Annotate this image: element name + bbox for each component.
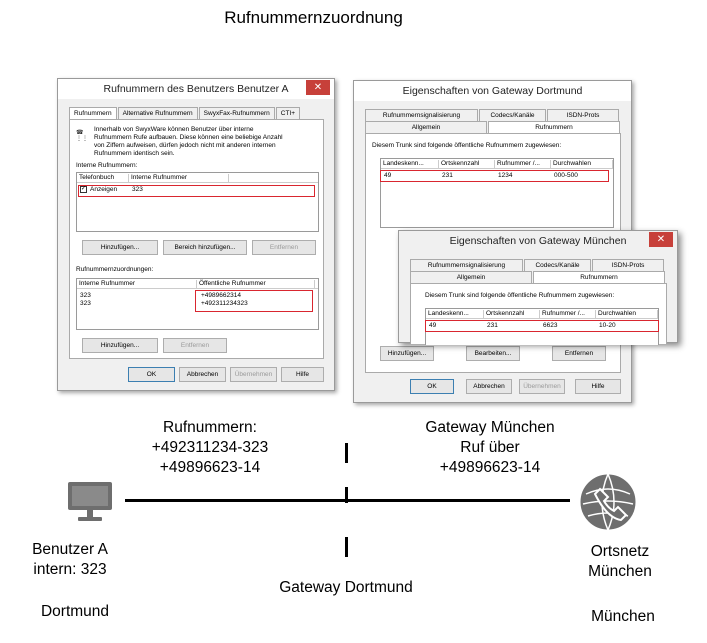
close-button[interactable]: ✕ — [306, 80, 330, 95]
col-extensions[interactable]: Durchwahlen — [596, 310, 658, 319]
trunk-description: Diesem Trunk sind folgende öffentliche Rufnummern zugewiesen: — [425, 292, 615, 299]
highlight-box — [380, 170, 609, 182]
highlight-box — [78, 185, 315, 197]
remove-button[interactable]: Entfernen — [552, 346, 606, 361]
col-public[interactable]: Öffentliche Rufnummer — [197, 280, 315, 289]
page-title: Rufnummernzuordnung — [224, 8, 403, 27]
tab-allgemein[interactable]: Allgemein — [365, 121, 487, 133]
caption-left-line-3: +49896623-14 — [159, 459, 261, 476]
phonebook-value: Anzeigen — [90, 186, 118, 193]
add-range-button[interactable]: Bereich hinzufügen... — [163, 240, 247, 255]
ok-button[interactable]: OK — [410, 379, 454, 394]
phone-keypad-icon: ☎ ⋮⋮ — [76, 130, 88, 142]
tab-signalisierung[interactable]: Rufnummernsignalisierung — [365, 109, 478, 121]
cell-area: 231 — [442, 172, 453, 179]
caption-right-line-3: +49896623-14 — [439, 459, 541, 476]
cell-country: 49 — [384, 172, 392, 179]
cell-area: 231 — [487, 322, 498, 329]
caption-right-line-1: Gateway München — [425, 419, 555, 436]
tab-isdn[interactable]: ISDN-Prots — [592, 259, 664, 271]
apply-button[interactable]: Übernehmen — [519, 379, 565, 394]
trunk-description: Diesem Trunk sind folgende öffentliche Rufnummern zugewiesen: — [372, 142, 562, 149]
col-country[interactable]: Landeskenn... — [381, 160, 439, 169]
numbers-table[interactable] — [380, 158, 614, 228]
info-line-4: Rufnummern identisch sein. — [94, 150, 175, 157]
help-button[interactable]: Hilfe — [281, 367, 324, 382]
net-label-line-2: München — [588, 563, 652, 580]
globe-phone-icon — [578, 472, 638, 532]
internal-numbers-label: Interne Rufnummern: — [76, 162, 138, 169]
net-city: München — [591, 608, 655, 625]
caption-right — [400, 418, 580, 478]
col-internal-number[interactable]: Interne Rufnummer — [129, 174, 229, 183]
tab-alternative[interactable]: Alternative Rufnummern — [118, 107, 198, 119]
internal-number-value: 323 — [132, 186, 143, 193]
add-mapping-button[interactable]: Hinzufügen... — [82, 338, 158, 353]
tab-isdn[interactable]: ISDN-Prots — [547, 109, 619, 121]
tab-rufnummern[interactable]: Rufnummern — [533, 271, 665, 283]
computer-icon — [66, 481, 114, 523]
tab-codecs[interactable]: Codecs/Kanäle — [479, 109, 546, 121]
edit-button[interactable]: Bearbeiten... — [466, 346, 520, 361]
gateway-muenchen-dialog — [398, 230, 678, 343]
tab-allgemein[interactable]: Allgemein — [410, 271, 532, 283]
net-label-line-1: Ortsnetz — [590, 543, 650, 560]
info-line-1: Innerhalb von SwyxWare können Benutzer über interne — [94, 126, 254, 133]
internal-numbers-table[interactable] — [76, 172, 319, 232]
col-area[interactable]: Ortskennzahl — [439, 160, 495, 169]
net-label — [560, 542, 680, 582]
col-area[interactable]: Ortskennzahl — [484, 310, 540, 319]
tab-cti[interactable]: CTI+ — [276, 107, 300, 119]
add-button[interactable]: Hinzufügen... — [82, 240, 158, 255]
col-number[interactable]: Rufnummer /... — [495, 160, 551, 169]
col-internal[interactable]: Interne Rufnummer — [77, 280, 197, 289]
highlight-box — [425, 320, 659, 332]
divider-dash — [345, 443, 348, 463]
col-number[interactable]: Rufnummer /... — [540, 310, 596, 319]
user-label-line-2: intern: 323 — [33, 561, 107, 578]
dialog-title: Eigenschaften von Gateway München — [399, 231, 677, 251]
mapping-label: Rufnummernzuordnungen: — [76, 266, 154, 273]
cell-number: 1234 — [498, 172, 513, 179]
user-numbers-dialog — [57, 78, 335, 391]
cell-extensions: 10-20 — [599, 322, 616, 329]
remove-mapping-button[interactable]: Entfernen — [163, 338, 227, 353]
user-label — [10, 540, 130, 580]
caption-left-line-1: Rufnummern: — [163, 419, 257, 436]
caption-right-line-2: Ruf über — [460, 439, 520, 456]
tab-signalisierung[interactable]: Rufnummernsignalisierung — [410, 259, 523, 271]
cell-number: 6623 — [543, 322, 558, 329]
info-line-3: von Ziffern aufweisen, dürfen jedoch nicht mit anderen internen — [94, 142, 276, 149]
cell-country: 49 — [429, 322, 437, 329]
remove-button[interactable]: Entfernen — [252, 240, 316, 255]
close-button[interactable]: ✕ — [649, 232, 673, 247]
dialog-title: Eigenschaften von Gateway Dortmund — [354, 81, 631, 101]
user-city: Dortmund — [40, 603, 110, 620]
tab-swyxfax[interactable]: SwyxFax-Rufnummern — [199, 107, 275, 119]
ok-button[interactable]: OK — [128, 367, 175, 382]
connection-line — [125, 499, 570, 502]
caption-left-line-2: +492311234-323 — [151, 439, 269, 456]
caption-left — [120, 418, 300, 478]
add-button[interactable]: Hinzufügen... — [380, 346, 434, 361]
mapping-internal-1: 323 — [80, 292, 91, 299]
tab-panel — [69, 119, 324, 359]
highlight-box — [195, 290, 313, 312]
col-phonebook[interactable]: Telefonbuch — [77, 174, 129, 183]
col-country[interactable]: Landeskenn... — [426, 310, 484, 319]
cell-extensions: 000-500 — [554, 172, 578, 179]
tab-panel — [410, 283, 667, 344]
apply-button[interactable]: Übernehmen — [230, 367, 277, 382]
divider-dash — [345, 537, 348, 557]
gateway-label: Gateway Dortmund — [279, 579, 413, 596]
help-button[interactable]: Hilfe — [575, 379, 621, 394]
user-label-line-1: Benutzer A — [32, 541, 108, 558]
dialog-title: Rufnummern des Benutzers Benutzer A — [58, 79, 334, 99]
mapping-public-1: +4989662314 — [201, 292, 241, 299]
cancel-button[interactable]: Abbrechen — [179, 367, 226, 382]
tab-codecs[interactable]: Codecs/Kanäle — [524, 259, 591, 271]
tab-rufnummern[interactable]: Rufnummern — [488, 121, 620, 133]
tab-rufnummern[interactable]: Rufnummern — [69, 107, 117, 119]
checkbox[interactable]: ✓ — [81, 186, 87, 192]
info-line-2: Rufnummern Rufe aufbauen. Diese können eine beliebige Anzahl — [94, 134, 283, 141]
cancel-button[interactable]: Abbrechen — [466, 379, 512, 394]
mapping-public-2: +492311234323 — [201, 300, 248, 307]
mapping-internal-2: 323 — [80, 300, 91, 307]
col-extensions[interactable]: Durchwahlen — [551, 160, 613, 169]
